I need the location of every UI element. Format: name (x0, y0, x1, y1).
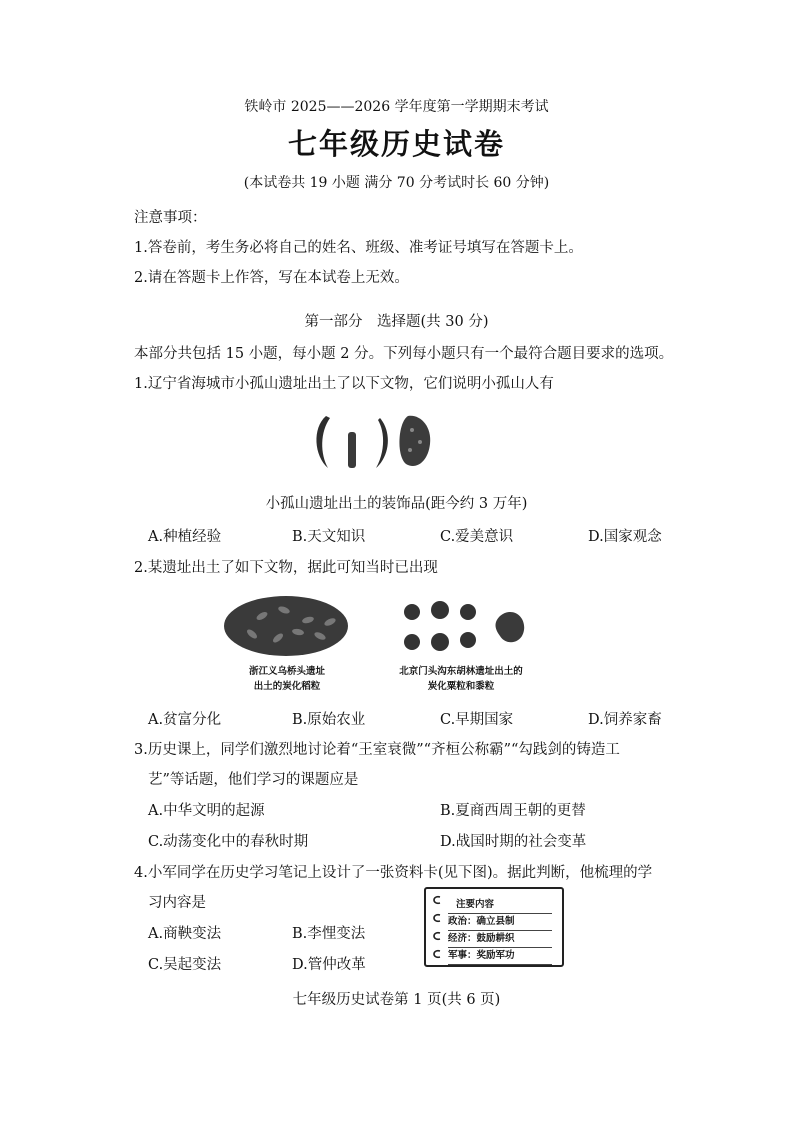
question-3-stem-cont: 艺”等话题，他们学习的课题应是 (148, 772, 359, 788)
question-4-stem: 4.小军同学在历史学习笔记上设计了一张资料卡(见下图)。据此判断，他梳理的学 (134, 865, 653, 881)
binder-ring-icon (430, 913, 442, 923)
option-d: D.饲养家畜 (588, 712, 662, 728)
exam-title: 七年级历史试卷 (287, 127, 505, 161)
ornaments-image (308, 410, 436, 472)
notice-item: 1.答卷前，考生务必将自己的姓名、班级、准考证号填写在答题卡上。 (134, 240, 583, 256)
question-1-stem: 1.辽宁省海城市小孤山遗址出土了以下文物，它们说明小孤山人有 (134, 376, 554, 392)
section-heading: 第一部分 选择题(共 30 分) (304, 314, 489, 330)
section-intro: 本部分共包括 15 小题，每小题 2 分。下列每小题只有一个最符合题目要求的选项。 (134, 346, 674, 362)
note-card (424, 887, 564, 967)
binder-ring-icon (430, 895, 442, 905)
option-d: D.管仲改革 (292, 957, 366, 973)
option-a: A.中华文明的起源 (148, 803, 265, 819)
notice-item: 2.请在答题卡上作答，写在本试卷上无效。 (134, 270, 409, 286)
option-b: B.夏商西周王朝的更替 (440, 803, 586, 819)
card-line: 政治：确立县制 (448, 914, 552, 931)
option-a: A.种植经验 (148, 529, 222, 545)
figure-caption-left: 浙江义乌桥头遗址 出土的炭化稻粒 (248, 666, 325, 692)
option-d: D.战国时期的社会变革 (440, 834, 587, 850)
option-a: A.商鞅变法 (148, 926, 222, 942)
page-footer: 七年级历史试卷第 1 页(共 6 页) (292, 992, 501, 1008)
option-a: A.贫富分化 (148, 712, 222, 728)
question-3-stem: 3.历史课上，同学们激烈地讨论着“王室衰微”“齐桓公称霸”“勾践剑的铸造工 (134, 742, 620, 758)
figure-caption-right: 北京门头沟东胡林遗址出土的 炭化粟粒和黍粒 (399, 666, 523, 692)
card-heading: 注要内容 (448, 897, 552, 914)
question-4-stem-cont: 习内容是 (148, 895, 206, 911)
exam-subtitle: 铁岭市 2025——2026 学年度第一学期期末考试 (244, 99, 549, 115)
option-d: D.国家观念 (588, 529, 662, 545)
question-2-stem: 2.某遗址出土了如下文物，据此可知当时已出现 (134, 560, 438, 576)
option-b: B.天文知识 (292, 529, 366, 545)
rice-grains-image (222, 586, 350, 658)
option-c: C.爱美意识 (440, 529, 514, 545)
option-b: B.原始农业 (292, 712, 366, 728)
card-line: 军事：奖励军功 (448, 948, 552, 965)
binder-ring-icon (430, 949, 442, 959)
card-line: 经济：鼓励耕织 (448, 931, 552, 948)
figure-caption: 小孤山遗址出土的装饰品(距今约 3 万年) (265, 496, 528, 512)
option-b: B.李悝变法 (292, 926, 366, 942)
option-c: C.动荡变化中的春秋时期 (148, 834, 309, 850)
binder-ring-icon (430, 931, 442, 941)
option-c: C.吴起变法 (148, 957, 222, 973)
notice-heading: 注意事项： (134, 210, 207, 226)
exam-meta: (本试卷共 19 小题 满分 70 分考试时长 60 分钟) (243, 175, 550, 191)
option-c: C.早期国家 (440, 712, 514, 728)
millet-grains-image (398, 598, 530, 656)
